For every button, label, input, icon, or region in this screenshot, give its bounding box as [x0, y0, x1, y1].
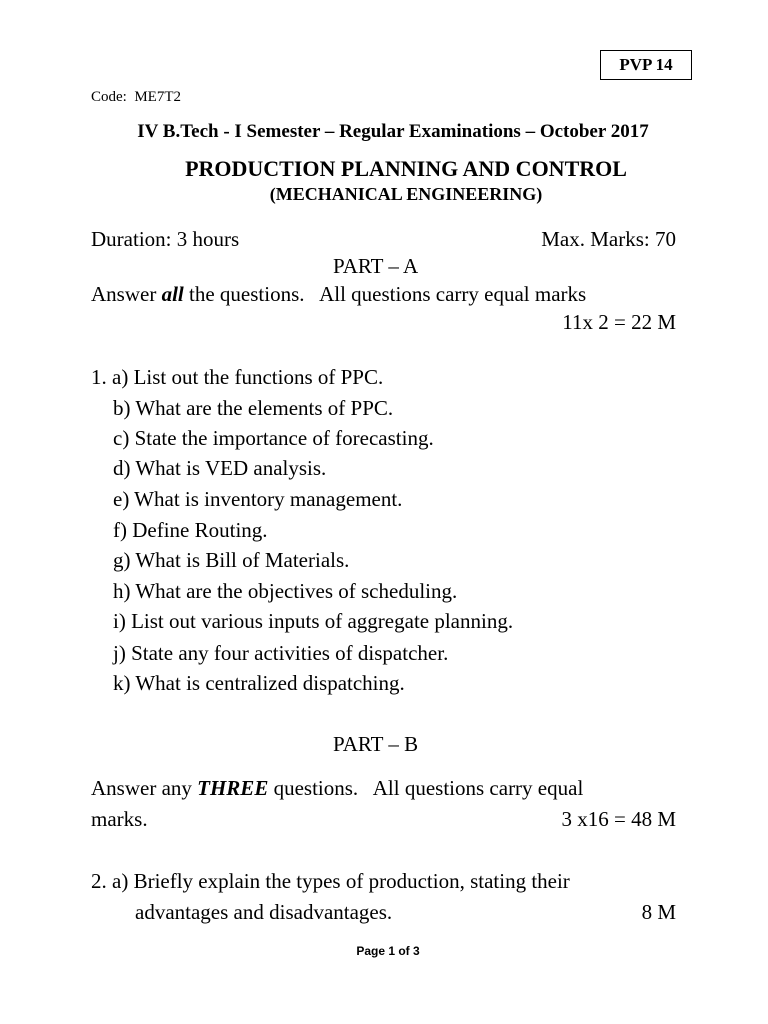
instruction-prefix: Answer [91, 282, 162, 306]
question-1e: e) What is inventory management. [113, 487, 403, 511]
question-1j: j) State any four activities of dispatcher. [113, 641, 449, 665]
part-a-instruction [91, 282, 586, 307]
question-2a-marks: 8 M [641, 900, 676, 924]
instruction-emphasis: all [161, 282, 184, 306]
question-1d: d) What is VED analysis. [113, 456, 327, 480]
max-marks: Max. Marks: 70 [541, 227, 676, 251]
code-value: ME7T2 [134, 89, 182, 105]
question-1h: h) What are the objectives of scheduling. [113, 579, 458, 603]
part-b-marks: 3 x16 = 48 M [561, 807, 676, 831]
instruction-emphasis: THREE [197, 776, 269, 800]
question-1c: c) State the importance of forecasting. [113, 426, 434, 450]
exam-title: IV B.Tech - I Semester – Regular Examinations – October 2017 [137, 121, 649, 142]
part-b-instruction-line2: marks. [91, 807, 148, 831]
part-a-marks: 11x 2 = 22 M [562, 310, 676, 334]
question-1b: b) What are the elements of PPC. [113, 396, 394, 420]
question-2a-continuation: advantages and disadvantages. [135, 900, 393, 924]
question-1f: f) Define Routing. [113, 518, 268, 542]
course-code [91, 89, 181, 106]
duration: Duration: 3 hours [91, 227, 240, 251]
question-1g: g) What is Bill of Materials. [113, 548, 350, 572]
instruction-prefix: Answer any [91, 776, 198, 800]
part-a-heading: PART – A [333, 254, 419, 278]
paper-code-box: PVP 14 [600, 50, 692, 80]
instruction-suffix: the questions. All questions carry equal marks [183, 282, 587, 306]
question-1i: i) List out various inputs of aggregate planning. [113, 609, 514, 633]
part-b-instruction [91, 776, 583, 801]
question-2a: 2. a) Briefly explain the types of production, stating their [91, 869, 570, 893]
question-1a: 1. a) List out the functions of PPC. [91, 365, 384, 389]
instruction-suffix: questions. All questions carry equal [268, 776, 584, 800]
page-number: Page 1 of 3 [356, 944, 420, 958]
branch-title: (MECHANICAL ENGINEERING) [269, 184, 543, 204]
part-b-heading: PART – B [333, 732, 419, 756]
code-label: Code: [91, 89, 127, 105]
subject-title: PRODUCTION PLANNING AND CONTROL [185, 156, 627, 181]
question-1k: k) What is centralized dispatching. [113, 671, 405, 695]
